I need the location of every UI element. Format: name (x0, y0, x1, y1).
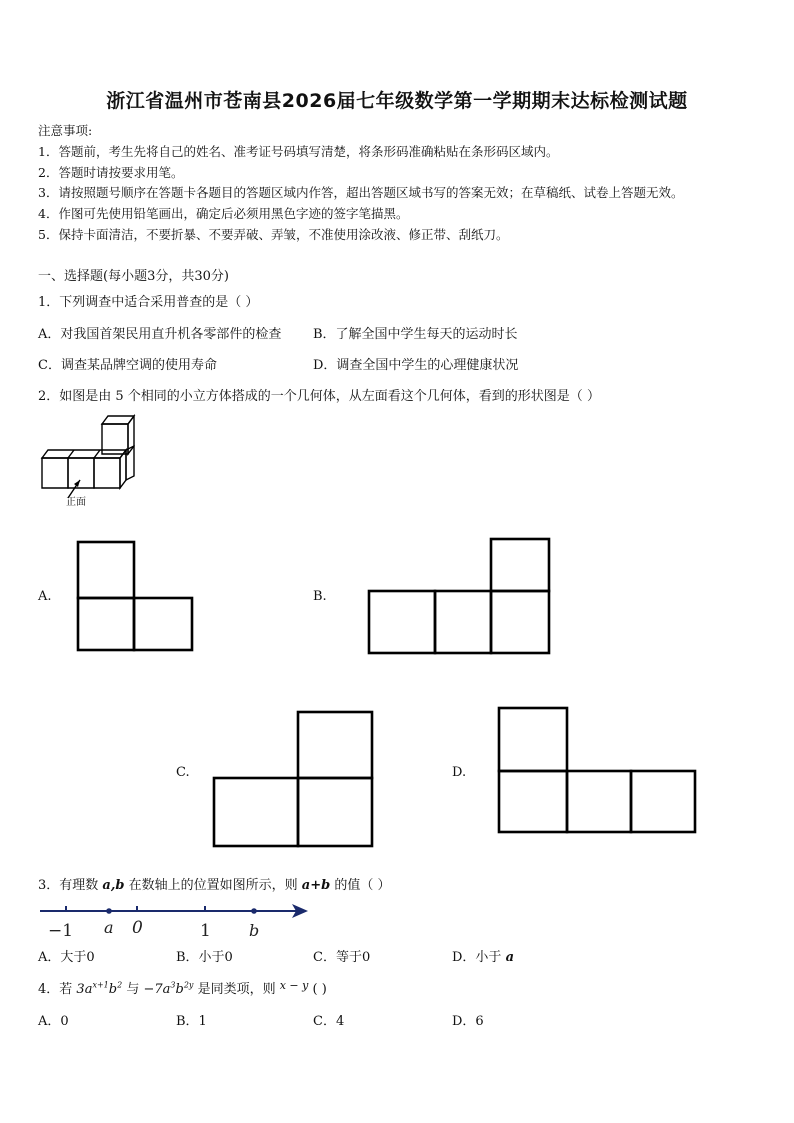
cube-figure (36, 408, 156, 508)
q4-term1 (76, 982, 122, 997)
axis-label-minus1: −1 (48, 921, 74, 941)
axis-label-0: 0 (132, 918, 143, 938)
q3-option-b[interactable]: B．小于0 (176, 950, 233, 965)
q4-term2-b: b (175, 982, 184, 997)
q3-stem-expr: a+b (301, 878, 331, 893)
q4-term1-b: b (108, 982, 118, 997)
q2-option-b-figure[interactable] (365, 535, 555, 657)
q4-term1-base: 3a (76, 982, 93, 997)
notice-heading: 注意事项: (38, 123, 93, 138)
q3-stem-mid: 在数轴上的位置如图所示，则 (128, 878, 298, 893)
q4-term2-b-exp: 2y (183, 980, 194, 990)
axis-label-1: 1 (200, 921, 211, 941)
q3-option-d-var: a (505, 950, 515, 965)
notice-item-1: 1．答题前，考生先将自己的姓名、准考证号码填写清楚，将条形码准确粘贴在条形码区域内。 (38, 144, 559, 159)
notice-item-3: 3．请按照题号顺序在答题卡各题目的答题区域内作答，超出答题区域书写的答案无效；在草稿纸、试卷上答题无效。 (38, 185, 684, 200)
q1-option-a[interactable]: A．对我国首架民用直升机各零部件的检查 (38, 327, 282, 342)
axis-label-b: b (249, 921, 260, 940)
q4-term2-base: −7a (143, 982, 171, 997)
q4-term1-b-exp: 2 (117, 980, 123, 990)
q4-option-d[interactable]: D．6 (452, 1014, 484, 1029)
q2-option-c-label[interactable]: C. (176, 765, 190, 780)
q2-option-a-label[interactable]: A. (38, 589, 52, 604)
q2-option-d-label[interactable]: D. (452, 765, 467, 780)
q4-term2 (143, 982, 193, 997)
question-2-stem: 2．如图是由 5 个相同的小立方体搭成的一个几何体，从左面看这个几何体，看到的形状图是（ ） (38, 389, 600, 404)
page-title: 浙江省温州市苍南县2026届七年级数学第一学期期末达标检测试题 (106, 90, 688, 112)
notice-item-2: 2．答题时请按要求用笔。 (38, 165, 184, 180)
q1-option-b[interactable]: B．了解全国中学生每天的运动时长 (313, 327, 518, 342)
question-3-stem (38, 874, 390, 893)
q4-mid: 与 (126, 982, 140, 997)
notice-item-4: 4．作图可先使用铅笔画出，确定后必须用黑色字迹的签字笔描黑。 (38, 206, 409, 221)
q1-option-c[interactable]: C．调查某品牌空调的使用寿命 (38, 358, 217, 373)
q3-stem-prefix: 3．有理数 (38, 878, 99, 893)
q3-option-a[interactable]: A．大于0 (38, 950, 95, 965)
q2-option-c-figure[interactable] (210, 708, 378, 852)
q1-option-d[interactable]: D．调查全国中学生的心理健康状况 (313, 358, 519, 373)
q4-expr: x − y (279, 979, 309, 992)
q3-option-d[interactable] (452, 946, 514, 965)
question-4-stem (38, 978, 327, 997)
number-line (36, 896, 312, 942)
q4-term2-exp: 3 (170, 980, 176, 990)
q3-stem-suffix: 的值（ ） (334, 878, 391, 893)
q3-option-c[interactable]: C．等于0 (313, 950, 371, 965)
q2-option-a-figure[interactable] (74, 538, 198, 656)
q4-term1-exp: x+1 (92, 980, 109, 990)
section-heading: 一、选择题(每小题3分，共30分) (38, 269, 229, 284)
q3-option-d-text: D．小于 (452, 950, 502, 965)
front-label: 正面 (66, 497, 86, 508)
q4-stem-suffix: ( ) (312, 982, 327, 997)
q4-option-c[interactable]: C．4 (313, 1014, 345, 1029)
notice-item-5: 5．保持卡面清洁，不要折暴、不要弄破、弄皱，不准使用涂改液、修正带、刮纸刀。 (38, 227, 509, 242)
q4-option-a[interactable]: A．0 (38, 1014, 69, 1029)
q4-stem-mid: 是同类项，则 (197, 982, 276, 997)
q4-option-b[interactable]: B．1 (176, 1014, 207, 1029)
question-1-stem: 1．下列调查中适合采用普查的是（ ） (38, 295, 259, 310)
q4-stem-prefix: 4．若 (38, 982, 73, 997)
q2-option-d-figure[interactable] (495, 704, 701, 836)
axis-label-a: a (104, 918, 114, 937)
q2-option-b-label[interactable]: B. (313, 589, 327, 604)
q3-stem-vars: a,b (102, 878, 125, 893)
